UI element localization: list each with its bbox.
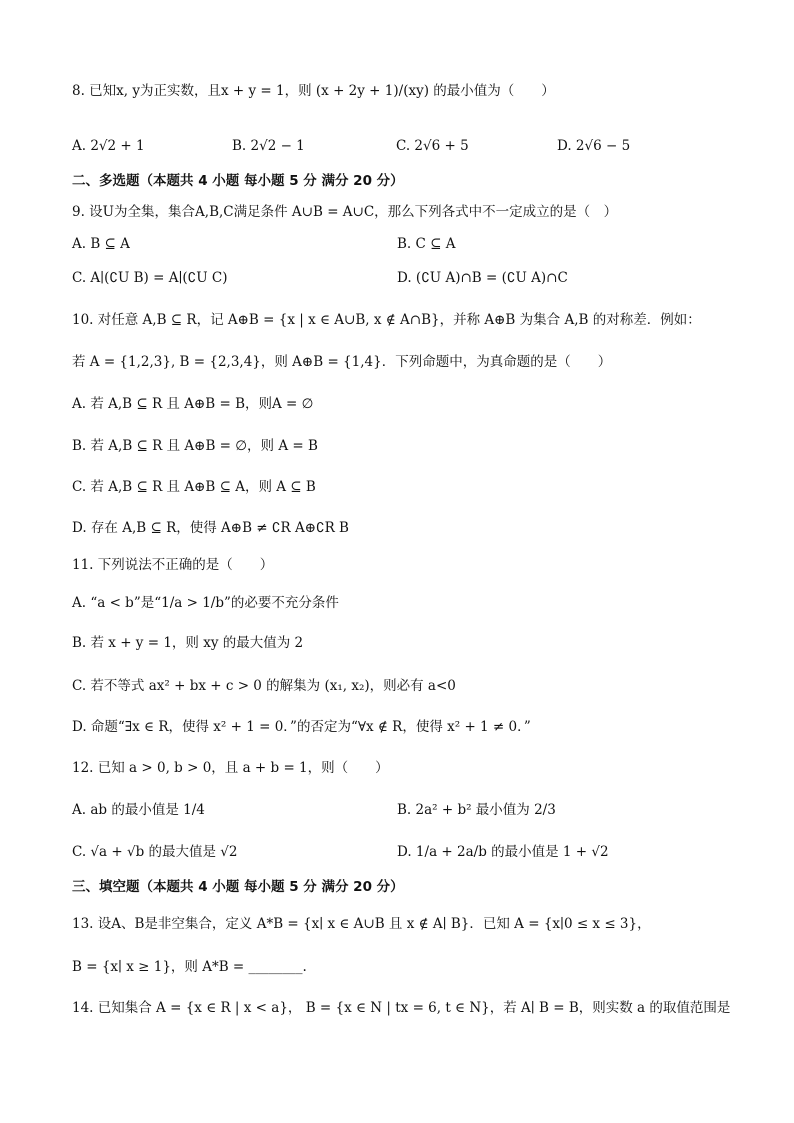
q11-option-c: C. 若不等式 ax² + bx + c > 0 的解集为 (x₁, x₂)，则必有 a<0 bbox=[72, 678, 456, 694]
q14-stem: 14. 已知集合 A = {x ∈ R | x < a}， B = {x ∈ N | tx = 6, t ∈ N}，若 A∣ B = B，则实数 a 的取值范围是 bbox=[72, 1000, 731, 1016]
section-heading-multiple-choice: 二、多选题（本题共 4 小题 每小题 5 分 满分 20 分） bbox=[72, 173, 404, 189]
q10-option-b: B. 若 A,B ⊆ R 且 A⊕B = ∅，则 A = B bbox=[72, 438, 318, 454]
q10-stem-line1: 10. 对任意 A,B ⊆ R，记 A⊕B = {x | x ∈ A∪B, x ∉ A∩B}，并称 A⊕B 为集合 A,B 的对称差．例如： bbox=[72, 312, 701, 328]
q9-option-a: A. B ⊆ A bbox=[72, 236, 130, 252]
q13-stem-line1: 13. 设A、B是非空集合，定义 A*B = {x∣ x ∈ A∪B 且 x ∉ A∣ B}．已知 A = {x∣0 ≤ x ≤ 3}， bbox=[72, 916, 651, 932]
q10-option-d: D. 存在 A,B ⊆ R，使得 A⊕B ≠ ∁R A⊕∁R B bbox=[72, 520, 349, 536]
q12-option-c: C. √a + √b 的最大值是 √2 bbox=[72, 844, 238, 860]
q11-option-b: B. 若 x + y = 1，则 xy 的最大值为 2 bbox=[72, 635, 304, 651]
q12-option-a: A. ab 的最小值是 1/4 bbox=[72, 802, 205, 818]
q9-option-c: C. A∣(∁U B) = A∣(∁U C) bbox=[72, 270, 228, 286]
q12-option-d: D. 1/a + 2a/b 的最小值是 1 + √2 bbox=[397, 844, 609, 860]
q11-option-a: A. “a < b”是“1/a > 1/b”的必要不充分条件 bbox=[72, 595, 339, 611]
q8-option-d: D. 2√6 − 5 bbox=[557, 138, 631, 154]
q10-stem-line2: 若 A = {1,2,3}, B = {2,3,4}，则 A⊕B = {1,4}．下列命题中，为真命题的是（ ） bbox=[72, 354, 612, 370]
q10-option-a: A. 若 A,B ⊆ R 且 A⊕B = B，则A = ∅ bbox=[72, 396, 314, 412]
section-heading-fill-in: 三、填空题（本题共 4 小题 每小题 5 分 满分 20 分） bbox=[72, 879, 404, 895]
q8-option-c: C. 2√6 + 5 bbox=[396, 138, 469, 154]
q11-option-d: D. 命题“∃x ∈ R，使得 x² + 1 = 0．”的否定为“∀x ∉ R，使得 x² + 1 ≠ 0．” bbox=[72, 719, 531, 735]
q10-option-c: C. 若 A,B ⊆ R 且 A⊕B ⊆ A，则 A ⊆ B bbox=[72, 479, 316, 495]
q9-option-d: D. (∁U A)∩B = (∁U A)∩C bbox=[397, 270, 568, 286]
q9-stem: 9. 设U为全集，集合A,B,C满足条件 A∪B = A∪C，那么下列各式中不一定成立的是（ ） bbox=[72, 204, 618, 220]
q8-stem: 8. 已知x, y为正实数，且x + y = 1，则 (x + 2y + 1)/(xy) 的最小值为（ ） bbox=[72, 83, 555, 99]
q8-option-a: A. 2√2 + 1 bbox=[72, 138, 145, 154]
q13-stem-line2: B = {x∣ x ≥ 1}，则 A*B = ________. bbox=[72, 959, 307, 975]
q11-stem: 11. 下列说法不正确的是（ ） bbox=[72, 557, 274, 573]
q9-option-b: B. C ⊆ A bbox=[397, 236, 456, 252]
q12-option-b: B. 2a² + b² 最小值为 2/3 bbox=[397, 802, 556, 818]
q8-option-b: B. 2√2 − 1 bbox=[232, 138, 305, 154]
q12-stem: 12. 已知 a > 0, b > 0，且 a + b = 1，则（ ） bbox=[72, 760, 389, 776]
